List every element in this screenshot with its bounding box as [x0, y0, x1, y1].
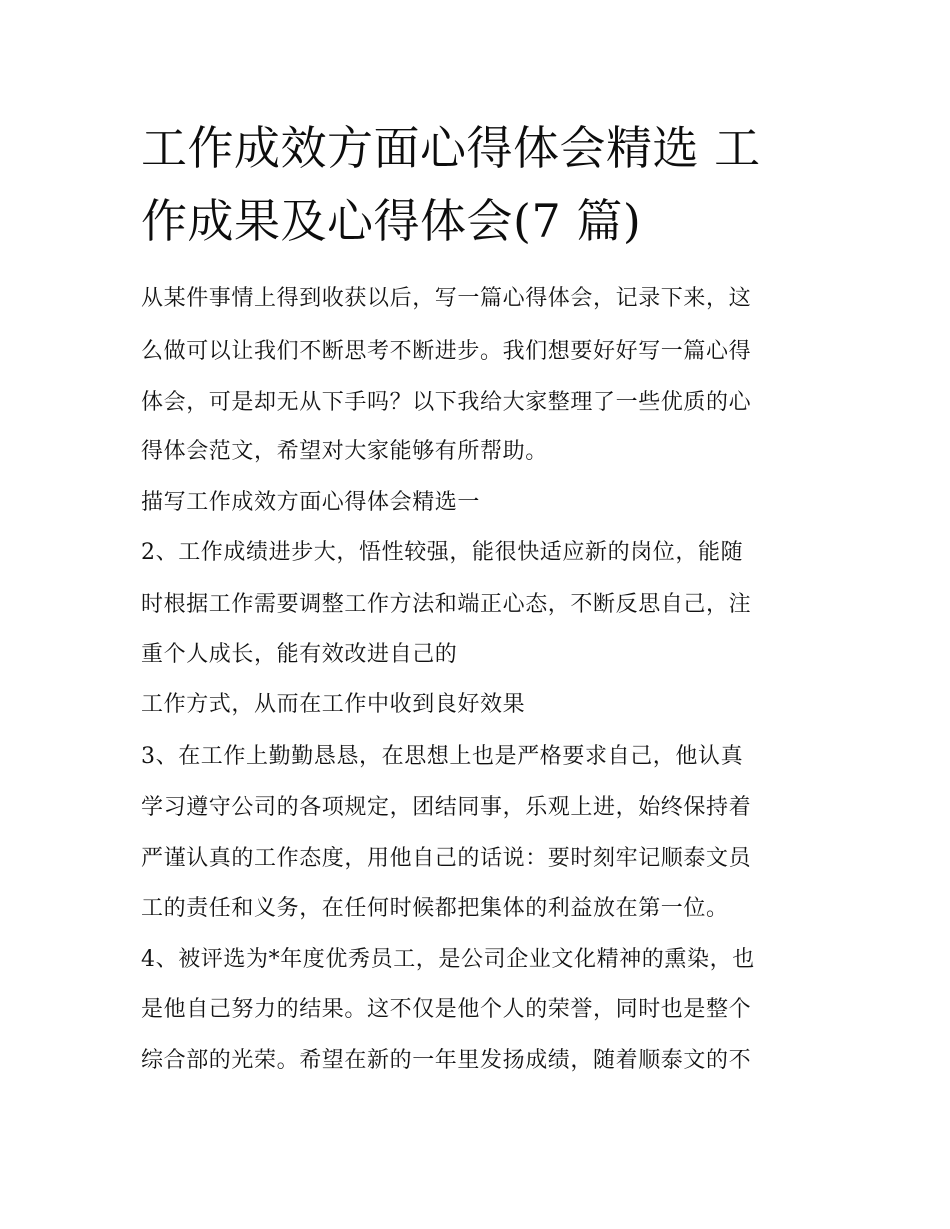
document-title — [141, 112, 821, 258]
body-line-9: 工作方式，从而在工作中收到良好效果 — [141, 692, 526, 717]
body-line-6: 2、工作成绩进步大，悟性较强，能很快适应新的岗位，能随 — [141, 540, 744, 565]
title-line-2: 作成果及心得体会(7 篇) — [141, 194, 642, 248]
body-line-16: 综合部的光荣。希望在新的一年里发扬成绩，随着顺泰文的不 — [141, 1048, 752, 1073]
title-line-1: 工作成效方面心得体会精选 工 — [141, 121, 761, 175]
body-line-15: 是他自己努力的结果。这不仅是他个人的荣誉，同时也是整个 — [141, 997, 752, 1022]
body-line-11: 学习遵守公司的各项规定，团结同事，乐观上进，始终保持着 — [141, 795, 752, 820]
body-line-14: 4、被评选为*年度优秀员工，是公司企业文化精神的熏染，也 — [141, 947, 755, 972]
body-line-2: 么做可以让我们不断思考不断进步。我们想要好好写一篇心得 — [141, 339, 752, 364]
body-line-4: 得体会范文，希望对大家能够有所帮助。 — [141, 439, 548, 464]
body-line-13: 工的责任和义务，在任何时候都把集体的利益放在第一位。 — [141, 896, 729, 921]
section-heading: 描写工作成效方面心得体会精选一 — [141, 490, 481, 515]
body-line-10: 3、在工作上勤勤恳恳，在思想上也是严格要求自己，他认真 — [141, 744, 744, 769]
body-line-3: 体会，可是却无从下手吗？以下我给大家整理了一些优质的心 — [141, 390, 752, 415]
body-line-7: 时根据工作需要调整工作方法和端正心态，不断反思自己，注 — [141, 592, 752, 617]
body-line-1: 从某件事情上得到收获以后，写一篇心得体会，记录下来，这 — [141, 286, 752, 311]
body-line-8: 重个人成长，能有效改进自己的 — [141, 642, 458, 667]
body-line-12: 严谨认真的工作态度，用他自己的话说：要时刻牢记顺泰文员 — [141, 846, 752, 871]
